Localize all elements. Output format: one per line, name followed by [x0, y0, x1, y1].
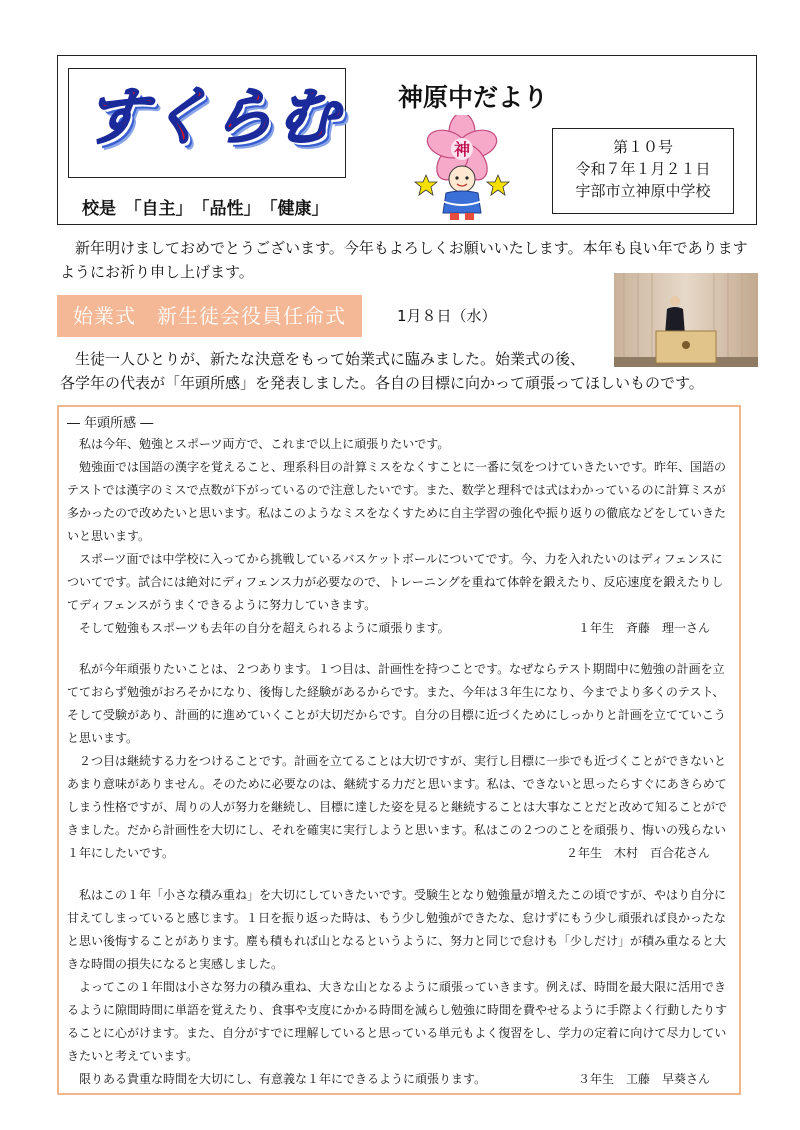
- essay-3-line: るように隙間時間に単語を覚えたり、食事や支度にかかる時間を減らし勉強に時間を費やせるように手際よく行動したりす: [67, 1003, 728, 1017]
- mascot-label: 神: [453, 140, 471, 159]
- essay-1-line: テストでは漢字のミスで点数が下がっているので注意したいです。また、数学と理科では式はわかっているのに計算ミスが: [67, 483, 726, 497]
- ceremony-photo-image: [614, 273, 758, 367]
- section-heading: 始業式 新生徒会役員任命式: [57, 295, 362, 337]
- essay-2-line: ２つ目は継続する力をつけることです。計画を立てることは大切ですが、実行し目標に一歩でも近づくことができないと: [67, 754, 727, 768]
- essays-heading: ― 年頭所感 ―: [67, 416, 154, 431]
- intro-paragraph: 新年明けましておめでとうございます。今年もよろしくお願いいたします。本年も良い年でありますようにお祈り申し上げます。: [60, 239, 748, 281]
- sakura-mascot-icon: [412, 115, 512, 225]
- essay-1-line: てディフェンスがうまくできるように努力していきます。: [67, 598, 377, 612]
- essay-2-line: しまう性格ですが、周りの人が努力を継続し、目標に達した姿を見ると継続することは大事なことだと改めて知ることがで: [67, 800, 728, 814]
- essay-2-line: と思います。: [67, 731, 139, 745]
- essay-2-line: そして受験があり、計画的に進めていくことが大切だからです。自分の目標に近づくためにしっかりと計画を立てていこう: [67, 708, 726, 722]
- school-motto: 校是 「自主」 「品性」 「健康」: [82, 199, 329, 219]
- essay-1-author: １年生 斉藤 理一さん: [578, 621, 711, 635]
- essay-2-line: きました。だから計画性を大切にし、それを確実に実行しようと思います。私はこの２つのことを頑張り、悔いの残らない: [67, 823, 727, 837]
- essay-1-line: ついてです。試合には絶対にディフェンス力が必要なので、トレーニングを重ねて体幹を鍛えたり、反応速度を鍛えたりし: [67, 575, 724, 589]
- essay-1-line: いと思います。: [67, 529, 151, 543]
- essay-1-line: スポーツ面では中学校に入ってから挑戦しているバスケットボールについてです。今、力を入れたいのはディフェンスに: [67, 552, 723, 566]
- newsletter-logo: すくらむ: [78, 80, 346, 153]
- essay-2-line: てておらず勉強がおろそかになり、後悔した経験があるからです。また、今年は３年生になり、今までより多くのテスト、: [67, 685, 725, 699]
- essay-3-line: きな時間の損失になると実感しました。: [67, 957, 284, 971]
- essay-1-line: 多かったので改めたいと思います。私はこのようなミスをなくすために自主学習の強化や振り返りの徹底などをしていきた: [67, 506, 727, 520]
- issue-info-box: [552, 128, 734, 214]
- essay-3-line: 限りある貴重な時間を大切にし、有意義な１年にできるように頑張ります。: [67, 1072, 487, 1086]
- essay-2-line: 私が今年頑張りたいことは、２つあります。１つ目は、計画性を持つことです。なぜならテスト期間中に勉強の計画を立: [67, 662, 725, 676]
- essay-1-line: 勉強面では国語の漢字を覚えること、理系科目の計算ミスをなくすことに一番に気をつけていきたいです。昨年、国語の: [67, 460, 727, 474]
- ceremony-text-line-1: 生徒一人ひとりが、新たな決意をもって始業式に臨みました。始業式の後、: [75, 350, 586, 368]
- issue-date: 令和７年１月２１日: [575, 160, 711, 178]
- essay-1-line: そして勉強もスポーツも去年の自分を超えられるように頑張ります。: [67, 621, 450, 635]
- essay-2-line: １年にしたいです。: [67, 846, 175, 860]
- essay-2-author: ２年生 木村 百合花さん: [566, 846, 711, 860]
- ceremony-text-line-2: 各学年の代表が「年頭所感」を発表しました。各自の目標に向かって頑張ってほしいものです。: [60, 374, 704, 392]
- issue-number: 第１０号: [612, 138, 673, 156]
- essay-3-line: 私はこの１年「小さな積み重ね」を大切にしていきたいです。受験生となり勉強量が増えたこの頃ですが、やはり自分に: [67, 888, 727, 902]
- essay-3-line: 甘えてしまっていると感じます。１日を振り返った時は、もう少し勉強ができたな、怠けずにもう少し頑張れば良かったな: [67, 911, 727, 925]
- essay-2-line: あまり意味がありません。そのために必要なのは、継続する力だと思います。私は、できないと思ったらすぐにあきらめて: [67, 777, 727, 791]
- essay-3-line: ることに心がけます。また、自分がすでに理解していると思っている単元もよく復習をし、学力の定着に向けて尽力してい: [67, 1026, 727, 1040]
- essay-3-line: きたいと考えています。: [67, 1049, 199, 1063]
- essay-1-line: 私は今年、勉強とスポーツ両方で、これまで以上に頑張りたいです。: [67, 437, 450, 451]
- essay-3-author: ３年生 工藤 早葵さん: [578, 1072, 711, 1086]
- ceremony-photo: [614, 273, 758, 367]
- event-date: 1月８日（水）: [397, 307, 497, 325]
- school-name: 宇部市立神原中学校: [575, 182, 711, 200]
- paper-title: 神原中だより: [398, 83, 549, 112]
- essay-3-line: よってこの１年間は小さな努力の積み重ね、大きな山となるように頑張っていきます。例えば、時間を最大限に活用でき: [67, 980, 727, 994]
- essay-3-line: と思い後悔することがあります。塵も積もれば山となるというように、努力と同じで怠けも「少しだけ」が積み重なると大: [67, 934, 727, 948]
